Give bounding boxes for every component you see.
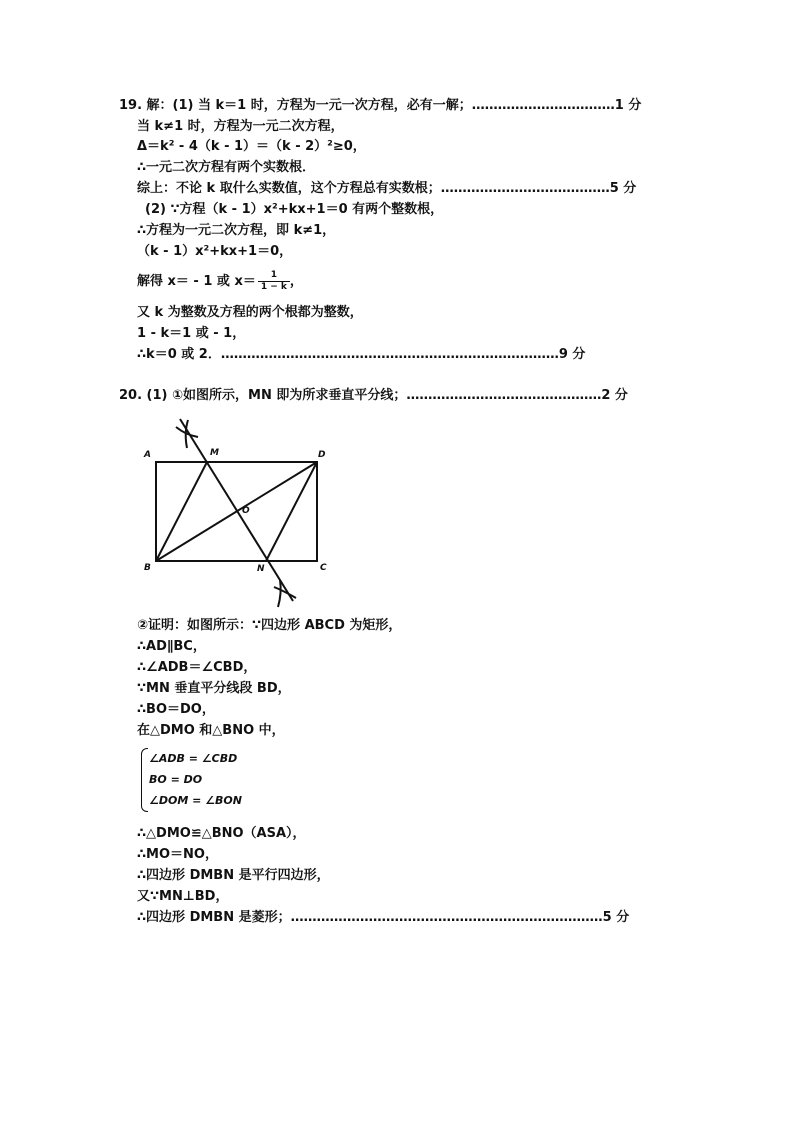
equation-system-brace bbox=[141, 748, 148, 812]
score-label: 5 分 bbox=[609, 181, 637, 196]
q19-part1-text: 19. 解：(1) 当 k＝1 时，方程为一元一次方程，必有一解； bbox=[119, 98, 472, 113]
q19-final-answer: ∴k＝0 或 2． bbox=[137, 347, 221, 362]
label-c: C bbox=[320, 563, 327, 573]
perpendicular-bisector-mn bbox=[180, 419, 293, 601]
score-label: 1 分 bbox=[614, 98, 642, 113]
q20-conclusion-text: ∴四边形 DMBN 是菱形； bbox=[137, 910, 291, 925]
leader-dots: …………………………… bbox=[471, 98, 615, 113]
q20-line-1 bbox=[119, 387, 628, 405]
label-o: O bbox=[242, 506, 250, 516]
system-condition-2: BO = DO bbox=[149, 773, 203, 786]
system-condition-3: ∠DOM = ∠BON bbox=[149, 794, 242, 807]
fraction-numerator: 1 bbox=[258, 270, 290, 282]
leader-dots: ……………………………………………………………… bbox=[290, 910, 603, 925]
fraction bbox=[258, 270, 290, 293]
fraction-denominator: 1 − k bbox=[260, 282, 287, 292]
q19-line-4: ∴一元二次方程有两个实数根． bbox=[137, 160, 316, 175]
leader-dots: ………………………………… bbox=[440, 181, 610, 196]
q20-proof-line-8: ∴MO＝NO， bbox=[137, 847, 218, 862]
q19-part2-line: (2) ∵方程（k - 1）x²+kx+1＝0 有两个整数根， bbox=[145, 202, 444, 217]
q20-proof-line-6: 在△DMO 和△BNO 中， bbox=[137, 723, 285, 738]
construction-arc-bottom-2 bbox=[278, 580, 281, 607]
rectangle-construction-figure bbox=[140, 415, 330, 610]
q20-proof-line-5: ∴BO＝DO， bbox=[137, 702, 215, 717]
q19-line-1 bbox=[119, 97, 641, 115]
q19-solution-line bbox=[137, 270, 303, 293]
q19-line-12 bbox=[137, 346, 585, 364]
q19-discriminant: Δ＝k² - 4（k - 1）＝（k - 2）²≥0， bbox=[137, 139, 366, 154]
q20-proof-line-3: ∴∠ADB＝∠CBD， bbox=[137, 660, 257, 675]
score-label: 9 分 bbox=[558, 347, 586, 362]
q19-line-8: （k - 1）x²+kx+1＝0， bbox=[137, 244, 293, 259]
score-label: 2 分 bbox=[601, 388, 628, 403]
label-a: A bbox=[144, 450, 151, 460]
q20-proof-line-11 bbox=[137, 909, 629, 927]
system-condition-1: ∠ADB = ∠CBD bbox=[149, 752, 238, 765]
score-label: 5 分 bbox=[602, 910, 630, 925]
q19-line-11: 1 - k＝1 或 - 1， bbox=[137, 326, 246, 341]
q19-solution-text: 解得 x＝ - 1 或 x＝ bbox=[137, 274, 256, 289]
label-n: N bbox=[257, 564, 265, 574]
q19-line-5 bbox=[137, 180, 636, 198]
q20-proof-line-1: ②证明：如图所示：∵四边形 ABCD 为矩形， bbox=[137, 618, 402, 633]
label-m: M bbox=[210, 448, 219, 458]
q20-proof-line-4: ∵MN 垂直平分线段 BD， bbox=[137, 681, 291, 696]
q19-conclusion-text: 综上：不论 k 取什么实数值，这个方程总有实数根； bbox=[137, 181, 441, 196]
comma: ， bbox=[289, 274, 303, 289]
label-d: D bbox=[318, 450, 326, 460]
q20-proof-line-9: ∴四边形 DMBN 是平行四边形， bbox=[137, 868, 330, 883]
q20-proof-line-10: 又∵MN⊥BD， bbox=[137, 889, 229, 904]
q20-proof-line-2: ∴AD∥BC， bbox=[137, 639, 206, 654]
leader-dots: ……………………………………… bbox=[406, 388, 602, 403]
q20-proof-line-7: ∴△DMO≌△BNO（ASA）， bbox=[137, 826, 306, 841]
label-b: B bbox=[144, 563, 151, 573]
leader-dots: …………………………………………………………………… bbox=[220, 347, 559, 362]
q20-part1-text: 20. (1) ①如图所示，MN 即为所求垂直平分线； bbox=[119, 388, 407, 403]
q19-line-2: 当 k≠1 时，方程为一元二次方程， bbox=[137, 119, 344, 134]
q19-line-10: 又 k 为整数及方程的两个根都为整数， bbox=[137, 305, 363, 320]
q19-line-7: ∴方程为一元二次方程，即 k≠1， bbox=[137, 223, 336, 238]
